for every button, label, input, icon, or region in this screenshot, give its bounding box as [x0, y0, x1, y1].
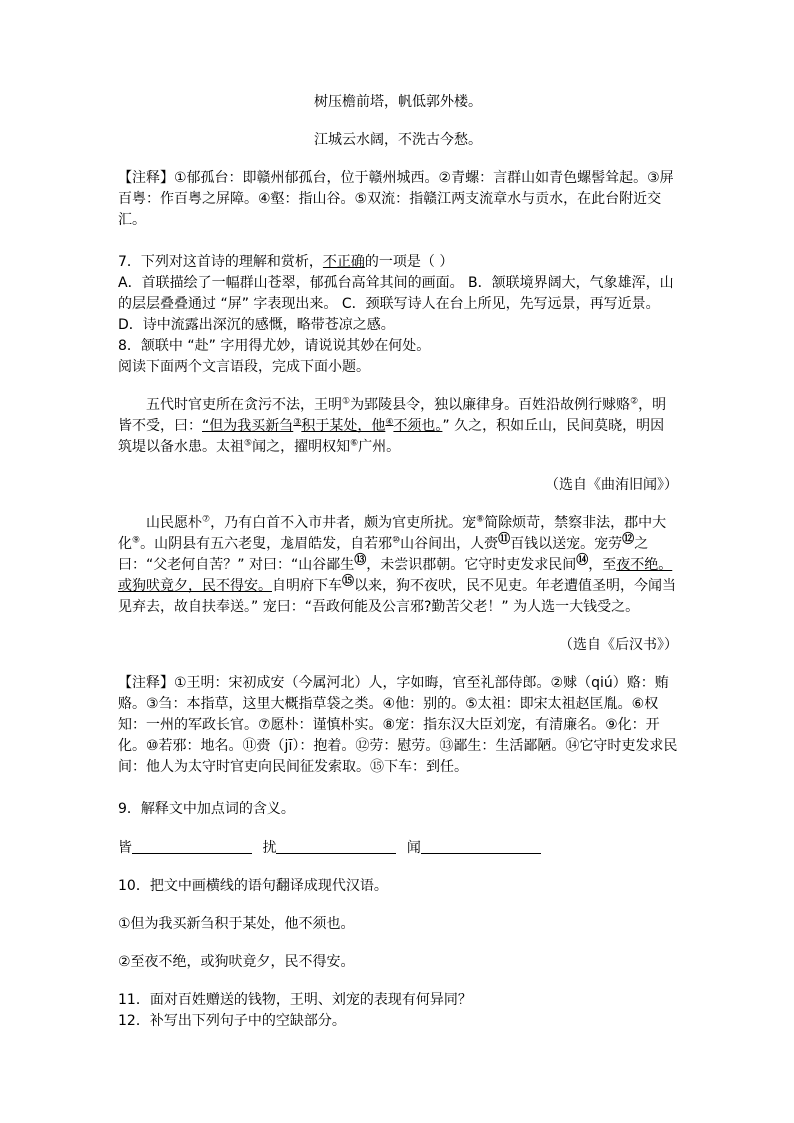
poem-line-1: 树压檐前塔，帆低郭外楼。	[314, 94, 482, 110]
question-9-stem: 9．解释文中加点词的含义。	[118, 801, 295, 817]
passage-1: 五代时官吏所在贪污不法，王明①为郢陵县令，独以廉律身。百姓沿故例行赇赂②，明皆不受，曰：“但为我买新刍③积于某处，他④不须也。” 久之，积如丘山，民间莫晓，明因筑堤以备水患。太祖⑤闻之，擢明权知⑥广州。	[118, 396, 667, 455]
answer-blank-rao[interactable]	[276, 839, 396, 854]
passage-2-source: （选自《后汉书》）	[559, 637, 678, 653]
passage-2: 山民愿朴⑦，乃有白首不入市井者，颇为官吏所扰。宠⑧简除烦苛，禁察非法，郡中大化⑨。山阴县有五六老叟，尨眉皓发，自若邪⑩山谷间出，人赍⑪百钱以送宠。宠劳⑫之曰：“父老何自苦？” 对曰：“山谷鄙生⑬，未尝识郡朝。它守时吏发求民间⑭，至夜不绝。或狗吠竟夕，民不得安。自明府下车⑮以来，狗不夜吠，民不见吏。年老遭值圣明，今闻当见弃去，故自扶奉送。” 宠曰：“吾政何能及公言邪?勤苦父老！” 为人选一大钱受之。	[118, 514, 677, 615]
question-9-blanks	[118, 837, 678, 859]
answer-blank-jie[interactable]	[132, 839, 252, 854]
question-10-sentence-2: ②至夜不绝，或狗吠竟夕，民不得安。	[118, 954, 355, 970]
document-page	[118, 92, 678, 1032]
poem-line-2: 江城云水阔，不洗古今愁。	[314, 132, 482, 148]
poem-notes: 【注释】①郁孤台：即赣州郁孤台，位于赣州城西。②青螺：言群山如青色螺髻耸起。③屏百粤：作百粤之屏障。④壑：指山谷。⑤双流：指赣江两支流章水与贡水，在此台附近交汇。	[118, 170, 674, 228]
question-8: 8．颔联中 “赴” 字用得尤妙，请说说其妙在何处。	[118, 338, 431, 354]
question-11: 11．面对百姓赠送的钱物，王明、刘宠的表现有何异同？	[118, 992, 472, 1008]
question-12: 12．补写出下列句子中的空缺部分。	[118, 1013, 346, 1029]
word-rao: 扰	[262, 840, 277, 856]
word-wen: 闻	[406, 840, 421, 856]
question-10-stem: 10．把文中画横线的语句翻译成现代汉语。	[118, 878, 388, 894]
question-10-sentence-1: ①但为我买新刍积于某处，他不须也。	[118, 916, 355, 932]
question-7-options: A．首联描绘了一幅群山苍翠，郁孤台高耸其间的画面。 B．颔联境界阔大，气象雄浑，山的层层叠叠通过 “屏” 字表现出来。 C．颈联写诗人在台上所见，先写远景，再写近景。 D．诗中流露出深沉的感慨，略带苍凉之感。	[118, 275, 674, 333]
passage-1-source: （选自《曲洧旧闻》）	[545, 477, 678, 493]
question-7-stem: 7．下列对这首诗的理解和赏析，不正确的一项是（ ）	[118, 254, 454, 270]
answer-blank-wen[interactable]	[421, 839, 541, 854]
reading-intro: 阅读下面两个文言语段，完成下面小题。	[118, 359, 370, 375]
word-jie: 皆	[118, 840, 132, 856]
classical-notes: 【注释】①王明：宋初成安（今属河北）人，字如晦，官至礼部侍郎。②赇（qiú）赂：贿赂。③刍：本指草，这里大概指草袋之类。④他：别的。⑤太祖：即宋太祖赵匡胤。⑥权知：一州的军政长官。⑦愿朴：谨慎朴实。⑧宠：指东汉大臣刘宠，有清廉名。⑨化：开化。⑩若邪：地名。⑪赍（jī）：抱着。⑫劳：慰劳。⑬鄙生：生活鄙陋。⑭它守时吏发求民间：他人为太守时官吏向民间征发索取。⑮下车：到任。	[118, 675, 678, 775]
